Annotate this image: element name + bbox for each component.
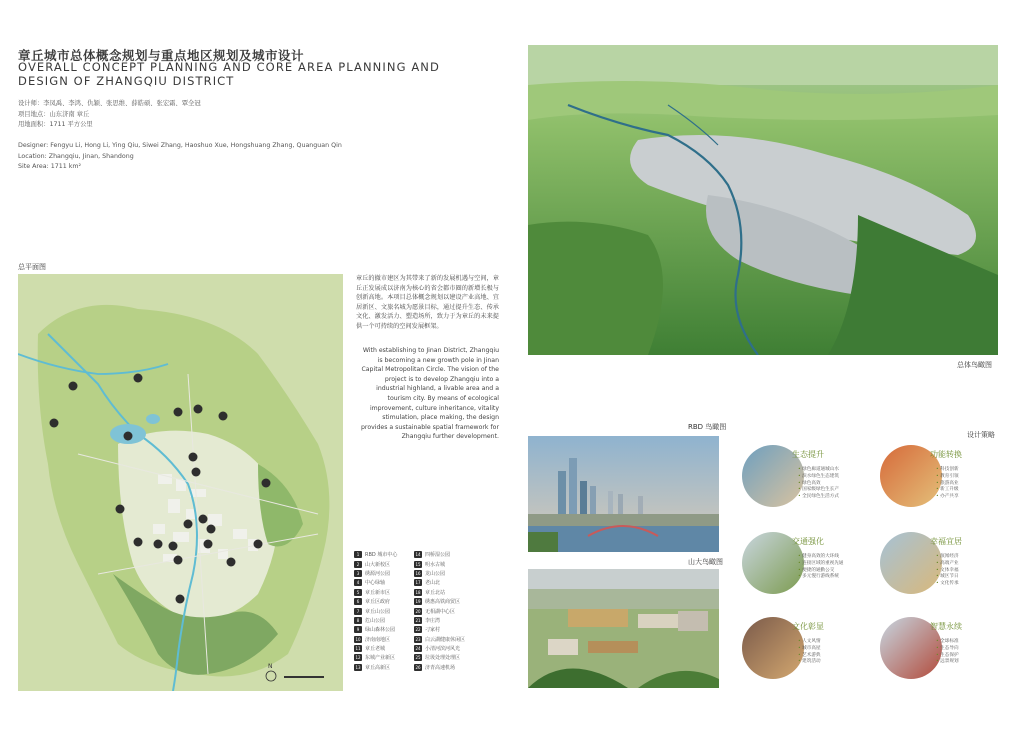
strategy-list-item: • 高端产业 <box>936 561 959 568</box>
legend-number: 4 <box>354 579 362 586</box>
legend-item <box>414 635 486 644</box>
strategy-list-item: • 城市高屋 <box>798 646 821 653</box>
strategy-list-item: • 演闻经济 <box>936 554 959 561</box>
strategy-list-item: • 艺术游典 <box>798 653 821 660</box>
legend-label: 小清河滨河风光 <box>425 646 461 653</box>
legend-label: RBD 城市中心 <box>365 552 398 559</box>
strategy-list <box>936 639 959 666</box>
description-en: With establishing to Jinan District, Zhangqiu is becoming a new growth pole in Jinan Capital Metropolitan Circle. The vision of the project is to develop Zhangqiu into a industrial highland, a livable area and a tourism city. By means of ecological improvement, culture inheritance, vitality stimulation, place making, the design provides a sustainable spatial framework for Zhangqiu further development. <box>361 347 499 441</box>
strategy-list-item: • 建筑活动 <box>798 659 821 666</box>
legend-label: 刁家村 <box>425 627 441 634</box>
description-cn: 章丘的撤市建区为其带来了新的发展机遇与空间，章丘正发展成以济南为核心的省会都市圈的新增长极与创新高地。本项目总体概念规划以建设产业高地、宜居新区、文旅名城为愿景目标，通过提升生态、传承文化、激发活力、塑造场所，致力于为章丘的未来提供一个可持续的空间发展框架。 <box>356 275 499 330</box>
legend-number: 5 <box>354 589 362 596</box>
area-cn: 用地面积：1711 平方公里 <box>18 121 93 128</box>
legend-label: 老山北 <box>425 580 441 587</box>
legend-number: 25 <box>415 655 421 661</box>
legend-number: 2 <box>354 561 362 568</box>
legend-number: 11 <box>355 646 361 652</box>
aerial-shanda-image <box>528 569 719 688</box>
legend-label: 白云湖健康休闲区 <box>425 636 466 643</box>
legend-label: 绣惠高铁商贸区 <box>425 599 461 606</box>
legend-label: 垃圾处理处理区 <box>425 655 461 662</box>
legend-item <box>414 644 486 653</box>
legend-number: 13 <box>355 664 361 670</box>
strategy-list <box>936 467 959 501</box>
aerial-rbd-image <box>528 436 719 552</box>
svg-text:N: N <box>268 663 273 670</box>
aerial-main-image <box>528 45 998 355</box>
legend-item <box>414 663 486 672</box>
legend-item <box>414 578 486 587</box>
aerial-main-label: 总体鸟瞰图 <box>957 361 992 369</box>
strategy-list-item: • 城区节日 <box>936 574 959 581</box>
legend-label: 龙山公园 <box>425 570 446 577</box>
legend-number: 18 <box>415 589 421 595</box>
legend-number: 9 <box>354 626 362 633</box>
designer-en: Designer: Fengyu Li, Hong Li, Ying Qiu, Siwei Zhang, Haoshuo Xue, Hongshuang Zhang, Quanguan Qin <box>18 142 342 149</box>
strategy-list-item: • 远景规划 <box>936 659 959 666</box>
legend-label: 四桥湿公园 <box>425 552 451 559</box>
legend-number: 10 <box>355 636 361 642</box>
legend-label: 绿山森林公园 <box>365 627 396 634</box>
legend-number: 24 <box>415 646 421 652</box>
legend-label: 明水古城 <box>425 561 446 568</box>
strategy-list <box>936 554 959 588</box>
strategy-list <box>798 639 821 666</box>
legend-number: 21 <box>415 617 421 623</box>
strategy-list-item: • 绿色高效 <box>798 481 839 488</box>
strategy-list-item: • 全民绿色生活方式 <box>798 494 839 501</box>
strategy-list-item: • 便捷的通勤公交 <box>798 568 844 575</box>
legend-item <box>414 559 486 568</box>
legend-number: 23 <box>415 636 421 642</box>
strategy-list-item: • 办产共享 <box>936 494 959 501</box>
strategy-title: 功能转换 <box>930 450 962 459</box>
strategy-label: 设计策略 <box>967 431 995 439</box>
legend-item <box>414 616 486 625</box>
legend-number: 6 <box>354 598 362 605</box>
legend-number: 19 <box>415 599 421 605</box>
legend-number: 3 <box>354 570 362 577</box>
legend-item <box>414 569 486 578</box>
legend-number: 1 <box>354 551 362 558</box>
legend-column-2 <box>414 550 486 672</box>
strategy-title: 智慧永续 <box>930 622 962 631</box>
legend-number: 12 <box>355 655 361 661</box>
master-plan-map <box>18 274 343 691</box>
strategy-list-item: • 全球标准 <box>936 639 959 646</box>
page-title-en: OVERALL CONCEPT PLANNING AND CORE AREA PLANNING AND DESIGN OF ZHANGQIU DISTRICT <box>18 60 440 88</box>
legend-label: 东城产业新区 <box>365 655 396 662</box>
legend-item <box>414 588 486 597</box>
legend-label: 章丘新市区 <box>365 589 391 596</box>
legend-item <box>414 653 486 662</box>
strategy-list <box>798 554 844 581</box>
master-plan-label: 总平面图 <box>18 263 46 271</box>
legend-number: 17 <box>415 580 421 586</box>
legend-number: 8 <box>354 617 362 624</box>
legend-item <box>414 625 486 634</box>
legend-label: 章丘北站 <box>425 589 446 596</box>
legend-number: 7 <box>354 608 362 615</box>
legend-label: 绣源河公园 <box>365 570 391 577</box>
location-en: Location: Zhangqiu, Jinan, Shandong <box>18 152 134 160</box>
aerial-rbd-label: RBD 鸟瞰图 <box>688 423 727 431</box>
legend-label: 李庄湾 <box>425 617 441 624</box>
project-meta-en <box>18 141 342 173</box>
project-meta-cn <box>18 99 201 131</box>
legend-label: 危山公园 <box>365 617 386 624</box>
strategy-title: 文化彰显 <box>792 622 824 631</box>
strategy-list-item: • 绿色廊道通城山水 <box>798 467 839 474</box>
legend-number: 15 <box>415 561 421 567</box>
strategy-list-item: • 文化传承 <box>936 581 959 588</box>
strategy-title: 幸福宜居 <box>930 537 962 546</box>
legend-label: 中心绿轴 <box>365 580 386 587</box>
strategy-list-item: • 健身高效的大环线 <box>798 554 844 561</box>
legend-label: 章丘高新区 <box>365 664 391 671</box>
strategy-list-item: • 文体幸福 <box>936 568 959 575</box>
strategy-list-item: • 生态导向 <box>936 646 959 653</box>
strategy-list-item: • 多元慢行游线系统 <box>798 574 844 581</box>
aerial-shanda-label: 山大鸟瞰图 <box>688 558 723 566</box>
legend-number: 26 <box>415 664 421 670</box>
legend-label: 章丘区政府 <box>365 599 391 606</box>
legend-label: 章丘老城 <box>365 646 386 653</box>
legend-label: 山大新校区 <box>365 561 391 568</box>
strategy-list-item: • 国家级绿色生长产 <box>798 487 839 494</box>
strategy-list-item: • 教育引领 <box>936 474 959 481</box>
legend-item <box>414 597 486 606</box>
legend-number: 22 <box>415 627 421 633</box>
strategy-list-item: • 连接区域的重视先通 <box>798 561 844 568</box>
designer-cn: 设计师：李凤禹、李鸿、仇颖、张思维、薛皓硕、张宏霜、覃全冠 <box>18 100 201 107</box>
page-title-cn: 章丘城市总体概念规划与重点地区规划及城市设计 <box>18 48 305 63</box>
strategy-list-item: • 科技创新 <box>936 467 959 474</box>
strategy-list-item: • 生态保护 <box>936 653 959 660</box>
legend-number: 14 <box>415 552 421 558</box>
legend-label: 济南南地区 <box>365 636 391 643</box>
strategy-title: 生态提升 <box>792 450 824 459</box>
legend-number: 20 <box>415 608 421 614</box>
legend-label: 章丘山公园 <box>365 608 391 615</box>
strategy-list-item: • 人文风情 <box>798 639 821 646</box>
legend-item <box>414 606 486 615</box>
legend-label: 济青高速机场 <box>425 664 456 671</box>
strategy-list-item: • 旅游高业 <box>936 481 959 488</box>
location-cn: 项目地点：山东济南 章丘 <box>18 110 90 118</box>
strategy-list <box>798 467 839 501</box>
strategy-list-item: • 滨水绿色生态建筑 <box>798 474 839 481</box>
legend-item <box>414 550 486 559</box>
strategy-title: 交通强化 <box>792 537 824 546</box>
strategy-list-item: • 新工升级 <box>936 487 959 494</box>
legend-number: 16 <box>415 570 421 576</box>
legend-label: 无相湖中心区 <box>425 608 456 615</box>
area-en: Site Area: 1711 km² <box>18 163 82 170</box>
